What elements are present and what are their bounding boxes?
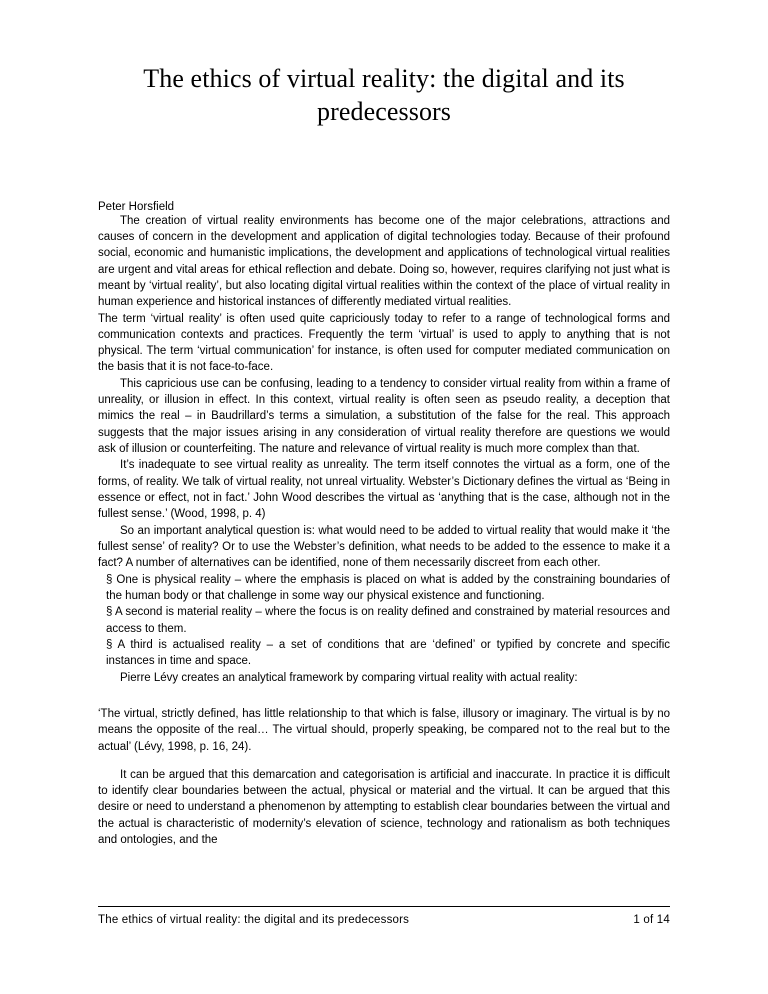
footer-page-number: 1 of 14 [633,914,670,926]
body-paragraph-4: So an important analytical question is: what would need to be added to virtual reality that would make it ‘the fullest sense’ of reality? Or to use the Webster’s definition, what needs to be added to the essence to make it a fact? A number of alternatives can be identified, none of them necessarily discreet from each other. [98,524,670,570]
body-paragraph-3: It’s inadequate to see virtual reality as unreality. The term itself connotes the virtual as a form, one of the forms, of reality. We talk of virtual reality, not unreal virtuality. Webster’s Dictionary defines the virtual as ‘Being in essence or effect, not in fact.’ John Wood describes the virtual as ‘anything that is the case, although not in the fullest sense.’ (Wood, 1998, p. 4) [98,459,670,521]
body-paragraph-closing: It can be argued that this demarcation and categorisation is artificial and inaccurate. In practice it is difficult to identify clear boundaries between the actual, physical or material and the virtual. It can be argued that this desire or need to understand a phenomenon by attempting to establish clear boundaries between the virtual and the actual is characteristic of modernity’s elevation of science, technology and rationalism as both techniques and ontologies, and the [98,768,670,846]
body-paragraph-1: The term ‘virtual reality’ is often used quite capriciously today to refer to a range of technological forms and communication contexts and practices. Frequently the term ‘virtual’ is used to apply to anything that is not physical. The term ‘virtual communication’ for instance, is often used for computer mediated communication on the basis that it is not face-to-face. [98,312,670,374]
footer-running-title: The ethics of virtual reality: the digital and its predecessors [98,914,410,926]
page-title: The ethics of virtual reality: the digital and its predecessors [143,64,625,127]
abstract-paragraph: The creation of virtual reality environments has become one of the major celebrations, attractions and causes of concern in the development and application of digital technologies today. Because of their profound social, economic and humanistic implications, the development and applications of technological virtual realities are urgent and vital areas for ethical reflection and debate. Doing so, however, requires clarifying not just what is meant by ‘virtual reality’, but also locating digital virtual realities within the context of the place of virtual reality in human experience and historical instances of differently mediated virtual realities. [98,214,670,309]
body-paragraph-2: This capricious use can be confusing, leading to a tendency to consider virtual reality from within a frame of unreality, or illusion in effect. In this context, virtual reality is often seen as pseudo reality, a deception that mimics the real – in Baudrillard’s terms a simulation, a substitution of the false for the real. This approach suggests that the major issues arising in any consideration of virtual reality therefore are questions we would ask of illusion or counterfeiting. The nature and relevance of virtual reality is much more complex than that. [98,377,670,456]
block-quote-levy: ‘The virtual, strictly defined, has little relationship to that which is false, illusory or imaginary. The virtual is by no means the opposite of the real… The virtual should, properly speaking, be compared not to the real but to the actual’ (Lévy, 1998, p. 16, 24). [98,708,670,753]
author-name: Peter Horsfield [98,200,175,213]
bullet-physical-reality: § One is physical reality – where the emphasis is placed on what is added by the constraining boundaries of the human body or that challenge in some way our physical existence and functioning. [106,573,670,603]
bullet-material-reality: § A second is material reality – where the focus is on reality defined and constrained by material resources and access to them. [106,606,670,635]
body-paragraph-levy-intro: Pierre Lévy creates an analytical framework by comparing virtual reality with actual reality: [120,671,578,684]
page-footer [98,906,670,926]
bullet-actualised-reality: § A third is actualised reality – a set of conditions that are ‘defined’ or typified by concrete and specific instances in time and space. [106,639,670,668]
